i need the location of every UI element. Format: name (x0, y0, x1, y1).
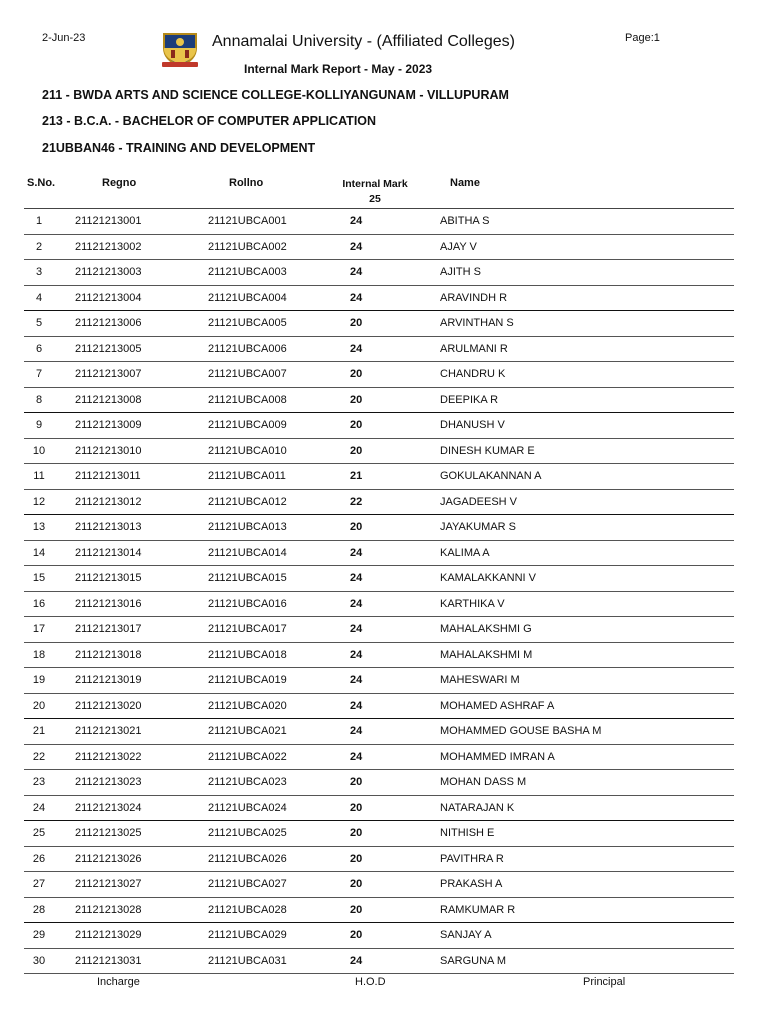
row-rollno: 21121UBCA031 (208, 954, 287, 967)
row-internal-mark: 24 (350, 750, 363, 763)
row-rollno: 21121UBCA002 (208, 240, 287, 253)
column-header-name: Name (450, 177, 480, 189)
row-regno: 21121213027 (75, 878, 142, 890)
row-sno: 1 (35, 215, 43, 227)
table-row (24, 388, 734, 414)
row-sno: 20 (32, 699, 46, 712)
row-internal-mark: 20 (350, 444, 363, 457)
table-row (24, 209, 734, 235)
row-regno: 21121213025 (75, 827, 142, 839)
table-row (24, 643, 734, 669)
row-regno: 21121213020 (75, 699, 142, 712)
row-name: MAHALAKSHMI G (440, 623, 532, 635)
internal-mark-max: 25 (369, 193, 381, 205)
row-name: DHANUSH V (440, 419, 505, 431)
row-name: DEEPIKA R (440, 393, 499, 406)
row-name: MOHAMMED GOUSE BASHA M (440, 725, 602, 737)
row-name: ABITHA S (440, 215, 490, 227)
row-rollno: 21121UBCA016 (208, 597, 287, 610)
row-sno: 15 (32, 572, 46, 584)
row-regno: 21121213022 (75, 750, 142, 763)
college-line: 211 - BWDA ARTS AND SCIENCE COLLEGE-KOLLIYANGUNAM - VILLUPURAM (42, 88, 509, 102)
report-date: 2-Jun-23 (42, 32, 86, 44)
row-rollno: 21121UBCA010 (208, 444, 287, 457)
row-regno: 21121213016 (75, 597, 142, 610)
row-internal-mark: 24 (350, 954, 363, 967)
table-row (24, 745, 734, 771)
row-rollno: 21121UBCA014 (208, 546, 287, 559)
table-row (24, 541, 734, 567)
row-name: NATARAJAN K (440, 801, 515, 814)
row-rollno: 21121UBCA020 (208, 699, 287, 712)
row-sno: 28 (32, 903, 46, 916)
row-name: JAGADEESH V (440, 495, 518, 508)
row-internal-mark: 20 (350, 929, 363, 941)
table-row (24, 362, 734, 388)
row-internal-mark: 24 (350, 674, 363, 686)
table-row (24, 592, 734, 618)
row-name: RAMKUMAR R (440, 903, 516, 916)
row-internal-mark: 24 (350, 597, 363, 610)
row-rollno: 21121UBCA026 (208, 852, 287, 865)
row-regno: 21121213031 (75, 954, 142, 967)
row-sno: 26 (32, 852, 46, 865)
row-internal-mark: 24 (350, 572, 363, 584)
row-internal-mark: 24 (350, 266, 363, 278)
row-regno: 21121213006 (75, 317, 142, 329)
row-rollno: 21121UBCA017 (208, 623, 287, 635)
row-rollno: 21121UBCA021 (208, 725, 287, 737)
table-row (24, 847, 734, 873)
row-regno: 21121213026 (75, 852, 142, 865)
table-row (24, 872, 734, 898)
row-rollno: 21121UBCA018 (208, 648, 287, 661)
university-crest-icon (160, 28, 200, 68)
page-number: Page:1 (625, 32, 660, 44)
row-internal-mark: 20 (350, 801, 363, 814)
row-rollno: 21121UBCA004 (208, 291, 287, 304)
row-name: NITHISH E (440, 827, 495, 839)
row-name: KARTHIKA V (440, 597, 505, 610)
row-name: MOHAN DASS M (440, 776, 527, 788)
row-regno: 21121213002 (75, 240, 142, 253)
row-internal-mark: 20 (350, 852, 363, 865)
table-row (24, 235, 734, 261)
column-header-regno: Regno (102, 177, 137, 189)
table-row (24, 770, 734, 796)
row-sno: 4 (35, 291, 43, 304)
row-rollno: 21121UBCA027 (208, 878, 287, 890)
signature-hod: H.O.D (355, 976, 386, 988)
row-regno: 21121213019 (75, 674, 142, 686)
row-rollno: 21121UBCA023 (208, 776, 287, 788)
row-rollno: 21121UBCA013 (208, 521, 287, 533)
row-regno: 21121213005 (75, 342, 142, 355)
row-name: MAHALAKSHMI M (440, 648, 533, 661)
row-regno: 21121213028 (75, 903, 142, 916)
row-name: SANJAY A (440, 929, 492, 941)
row-internal-mark: 22 (350, 495, 363, 508)
row-regno: 21121213029 (75, 929, 142, 941)
row-internal-mark: 24 (350, 699, 363, 712)
row-regno: 21121213013 (75, 521, 142, 533)
row-rollno: 21121UBCA008 (208, 393, 287, 406)
row-rollno: 21121UBCA003 (208, 266, 287, 278)
row-name: KAMALAKKANNI V (440, 572, 536, 584)
row-rollno: 21121UBCA024 (208, 801, 287, 814)
row-internal-mark: 24 (350, 546, 363, 559)
row-regno: 21121213017 (75, 623, 142, 635)
table-row (24, 439, 734, 465)
row-sno: 11 (33, 470, 45, 482)
row-sno: 24 (32, 801, 46, 814)
row-regno: 21121213024 (75, 801, 142, 814)
row-sno: 25 (32, 827, 46, 839)
row-sno: 29 (32, 929, 46, 941)
table-row (24, 286, 734, 312)
row-sno: 3 (35, 266, 43, 278)
row-internal-mark: 24 (350, 240, 363, 253)
row-name: GOKULAKANNAN A (440, 470, 542, 482)
row-regno: 21121213001 (75, 215, 142, 227)
row-name: DINESH KUMAR E (440, 444, 535, 457)
row-rollno: 21121UBCA029 (208, 929, 287, 941)
column-header-sno: S.No. (27, 177, 56, 189)
row-sno: 12 (32, 495, 46, 508)
row-regno: 21121213023 (75, 776, 142, 788)
row-name: JAYAKUMAR S (440, 521, 516, 533)
row-sno: 6 (35, 342, 43, 355)
row-regno: 21121213011 (75, 470, 141, 482)
table-row (24, 796, 734, 822)
row-name: ARAVINDH R (440, 291, 508, 304)
row-rollno: 21121UBCA001 (208, 215, 287, 227)
row-rollno: 21121UBCA009 (208, 419, 287, 431)
row-rollno: 21121UBCA011 (208, 470, 286, 482)
row-sno: 27 (32, 878, 46, 890)
row-regno: 21121213012 (75, 495, 142, 508)
row-rollno: 21121UBCA015 (208, 572, 287, 584)
row-internal-mark: 20 (350, 368, 363, 380)
table-row (24, 821, 734, 847)
row-name: MOHAMMED IMRAN A (440, 750, 555, 763)
table-row (24, 949, 734, 975)
row-internal-mark: 20 (350, 827, 363, 839)
row-rollno: 21121UBCA007 (208, 368, 287, 380)
row-internal-mark: 20 (350, 317, 363, 329)
row-internal-mark: 20 (350, 393, 363, 406)
mark-table (24, 208, 734, 974)
row-internal-mark: 20 (350, 776, 363, 788)
subject-line: 21UBBAN46 - TRAINING AND DEVELOPMENT (42, 141, 316, 155)
table-row (24, 413, 734, 439)
row-internal-mark: 24 (350, 648, 363, 661)
row-regno: 21121213010 (75, 444, 142, 457)
row-sno: 16 (32, 597, 46, 610)
row-internal-mark: 24 (350, 291, 363, 304)
row-sno: 5 (35, 317, 43, 329)
row-internal-mark: 20 (350, 878, 363, 890)
row-internal-mark: 20 (350, 521, 363, 533)
row-name: CHANDRU K (440, 368, 506, 380)
row-regno: 21121213003 (75, 266, 142, 278)
row-name: PAVITHRA R (440, 852, 504, 865)
table-row (24, 260, 734, 286)
row-sno: 23 (32, 776, 46, 788)
row-name: PRAKASH A (440, 878, 503, 890)
university-name: Annamalai University - (Affiliated Colleges) (212, 33, 515, 50)
row-regno: 21121213009 (75, 419, 142, 431)
table-row (24, 617, 734, 643)
signature-incharge: Incharge (97, 976, 140, 988)
row-sno: 10 (32, 444, 46, 457)
row-sno: 17 (32, 623, 46, 635)
row-regno: 21121213021 (75, 725, 142, 737)
row-regno: 21121213014 (75, 546, 142, 559)
row-rollno: 21121UBCA025 (208, 827, 287, 839)
row-rollno: 21121UBCA019 (208, 674, 287, 686)
row-sno: 18 (32, 648, 46, 661)
table-row (24, 464, 734, 490)
row-name: ARULMANI R (440, 342, 508, 355)
row-regno: 21121213007 (75, 368, 142, 380)
row-internal-mark: 24 (350, 725, 363, 737)
row-name: AJITH S (440, 266, 481, 278)
table-row (24, 566, 734, 592)
row-internal-mark: 24 (350, 342, 363, 355)
row-name: MOHAMED ASHRAF A (440, 699, 555, 712)
table-row (24, 337, 734, 363)
table-row (24, 898, 734, 924)
row-internal-mark: 20 (350, 903, 363, 916)
row-sno: 8 (35, 393, 43, 406)
row-name: AJAY V (440, 240, 477, 253)
row-sno: 30 (32, 954, 46, 967)
table-row (24, 694, 734, 720)
row-rollno: 21121UBCA005 (208, 317, 287, 329)
table-row (24, 923, 734, 949)
table-row (24, 719, 734, 745)
internal-mark-label: Internal Mark (342, 178, 408, 190)
row-name: MAHESWARI M (440, 674, 520, 686)
row-sno: 13 (32, 521, 46, 533)
row-sno: 21 (32, 725, 46, 737)
table-row (24, 490, 734, 516)
course-line: 213 - B.C.A. - BACHELOR OF COMPUTER APPLICATION (42, 114, 377, 128)
row-sno: 7 (35, 368, 43, 380)
table-row (24, 515, 734, 541)
row-sno: 14 (32, 546, 46, 559)
row-rollno: 21121UBCA028 (208, 903, 287, 916)
row-rollno: 21121UBCA012 (208, 495, 287, 508)
row-regno: 21121213018 (75, 648, 142, 661)
row-sno: 9 (35, 419, 43, 431)
table-row (24, 668, 734, 694)
report-title: Internal Mark Report - May - 2023 (244, 62, 433, 76)
row-rollno: 21121UBCA006 (208, 342, 287, 355)
column-header-rollno: Rollno (229, 177, 264, 189)
row-internal-mark: 24 (350, 215, 363, 227)
row-internal-mark: 21 (350, 470, 363, 482)
row-regno: 21121213008 (75, 393, 142, 406)
row-regno: 21121213004 (75, 291, 142, 304)
row-sno: 19 (32, 674, 46, 686)
row-internal-mark: 24 (350, 623, 363, 635)
row-regno: 21121213015 (75, 572, 142, 584)
table-row (24, 311, 734, 337)
row-sno: 2 (35, 240, 43, 253)
column-header-internal-mark (341, 177, 409, 207)
row-name: ARVINTHAN S (440, 317, 514, 329)
signature-principal: Principal (583, 976, 626, 988)
row-name: KALIMA A (440, 546, 490, 559)
row-name: SARGUNA M (440, 954, 507, 967)
row-internal-mark: 20 (350, 419, 363, 431)
row-sno: 22 (32, 750, 46, 763)
row-rollno: 21121UBCA022 (208, 750, 287, 763)
